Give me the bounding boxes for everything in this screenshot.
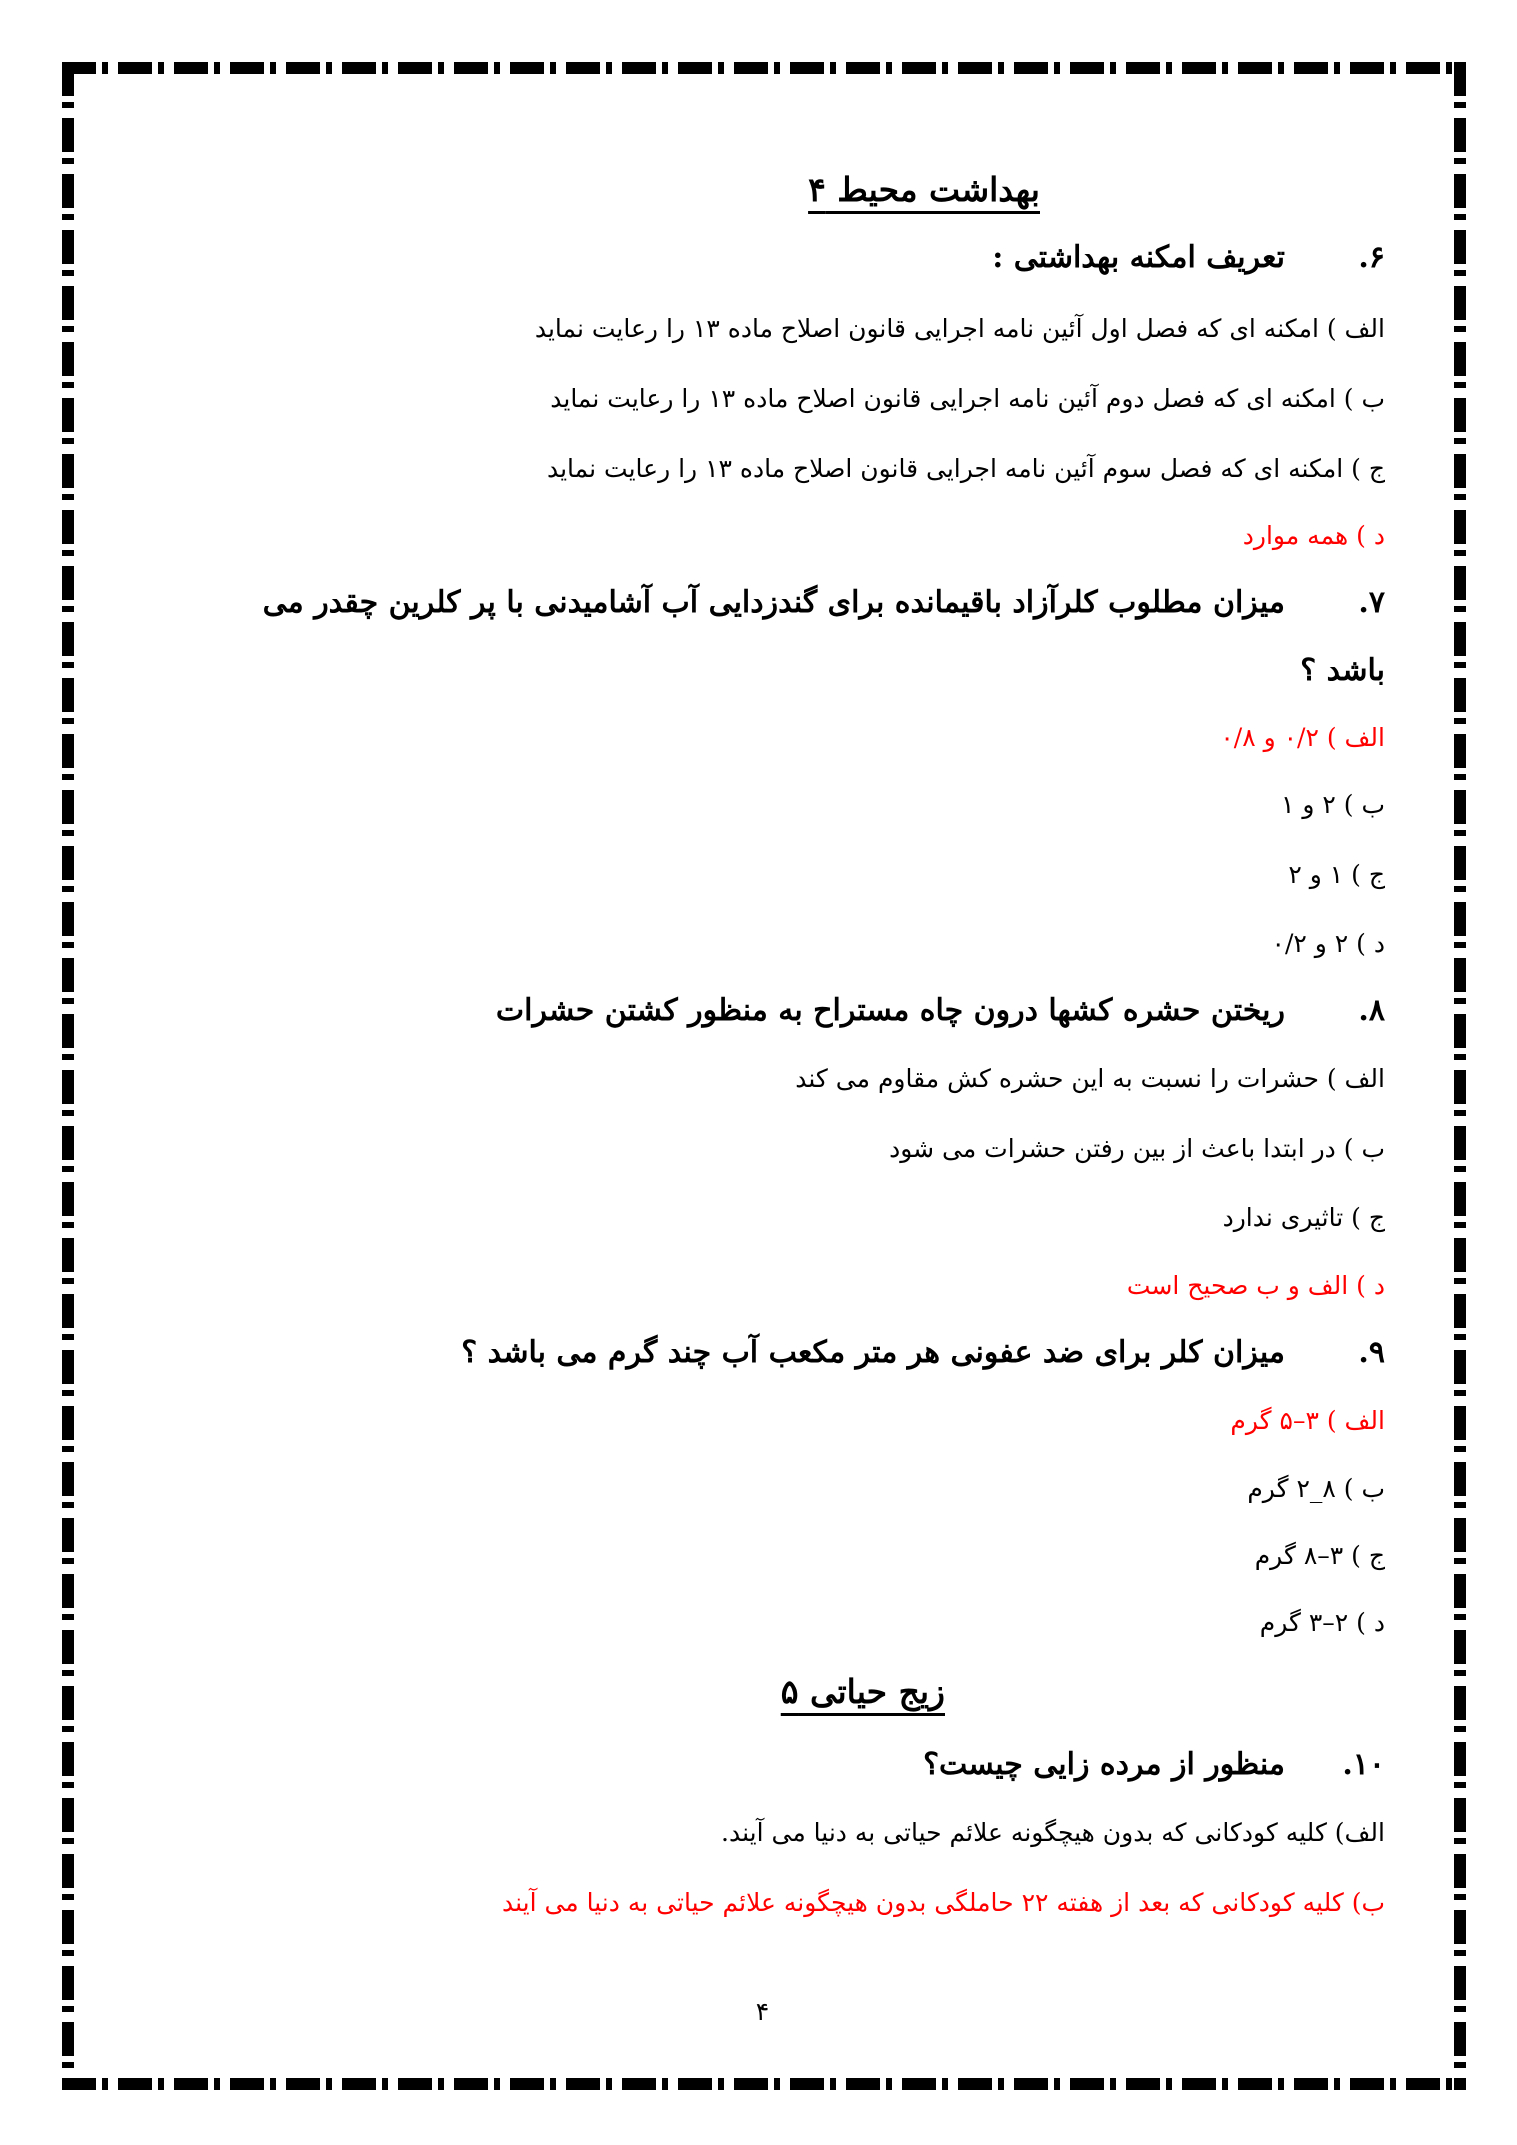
- question-number: ۹.: [1358, 1335, 1385, 1370]
- option-c: ج ) ۳–۸ گرم: [1254, 1541, 1385, 1570]
- option-d: د ) ۲–۳ گرم: [1259, 1608, 1385, 1637]
- question-6: [992, 240, 1385, 276]
- question-7-continuation: باشد ؟: [1300, 653, 1385, 688]
- page-border-right: [1454, 62, 1466, 2090]
- question-text: تعریف امکنه بهداشتی :: [992, 240, 1285, 275]
- question-9: [461, 1335, 1385, 1371]
- question-number: ۸.: [1358, 993, 1385, 1028]
- section-title-vital-statistics: زیج حیاتی ۵: [780, 1672, 945, 1711]
- option-a-answer: الف ) ۰/۲ و ۰/۸: [1220, 723, 1385, 752]
- option-d-answer: د ) همه موارد: [1242, 521, 1385, 550]
- option-a: الف ) امکنه ای که فصل اول آئین نامه اجرایی قانون اصلاح ماده ۱۳ را رعایت نماید: [534, 314, 1385, 343]
- option-c: ج ) تاثیری ندارد: [1222, 1203, 1385, 1232]
- question-number: ۷.: [1358, 585, 1385, 620]
- question-number: ۶.: [1358, 240, 1385, 275]
- option-c: ج ) امکنه ای که فصل سوم آئین نامه اجرایی قانون اصلاح ماده ۱۳ را رعایت نماید: [546, 454, 1385, 483]
- question-number: ۱۰.: [1342, 1747, 1385, 1782]
- question-text: ریختن حشره کشها درون چاه مستراح به منظور کشتن حشرات: [495, 993, 1285, 1028]
- question-7: [263, 585, 1385, 621]
- option-b: ب ) امکنه ای که فصل دوم آئین نامه اجرایی قانون اصلاح ماده ۱۳ را رعایت نماید: [550, 384, 1385, 413]
- question-text: میزان مطلوب کلرآزاد باقیمانده برای گندزدایی آب آشامیدنی با پر کلرین چقدر می: [262, 585, 1285, 620]
- option-b-answer: ب) کلیه کودکانی که بعد از هفته ۲۲ حاملگی بدون هیچگونه علائم حیاتی به دنیا می آیند: [501, 1888, 1385, 1917]
- option-a-answer: الف ) ۳–۵ گرم: [1230, 1406, 1385, 1435]
- section-title-environmental-health: بهداشت محیط ۴: [808, 170, 1040, 209]
- option-b: ب ) ۲ و ۱: [1280, 790, 1385, 819]
- option-b: ب ) ۸_۲ گرم: [1247, 1474, 1385, 1503]
- option-d-answer: د ) الف و ب صحیح است: [1126, 1271, 1385, 1300]
- question-text: میزان کلر برای ضد عفونی هر متر مکعب آب چند گرم می باشد ؟: [461, 1335, 1285, 1370]
- page-border-left: [62, 62, 74, 2090]
- option-c: ج ) ۱ و ۲: [1288, 860, 1385, 889]
- question-10: [923, 1747, 1385, 1783]
- question-8: [496, 993, 1385, 1029]
- question-text: منظور از مرده زایی چیست؟: [923, 1747, 1285, 1782]
- option-a: الف ) حشرات را نسبت به این حشره کش مقاوم می کند: [795, 1064, 1385, 1093]
- option-a: الف) کلیه کودکانی که بدون هیچگونه علائم حیاتی به دنیا می آیند.: [721, 1818, 1385, 1847]
- option-b: ب ) در ابتدا باعث از بین رفتن حشرات می شود: [889, 1134, 1385, 1163]
- document-page: [140, 0, 1385, 2145]
- page-number: ۴: [755, 1997, 770, 2026]
- option-d: د ) ۲ و ۰/۲: [1271, 929, 1385, 958]
